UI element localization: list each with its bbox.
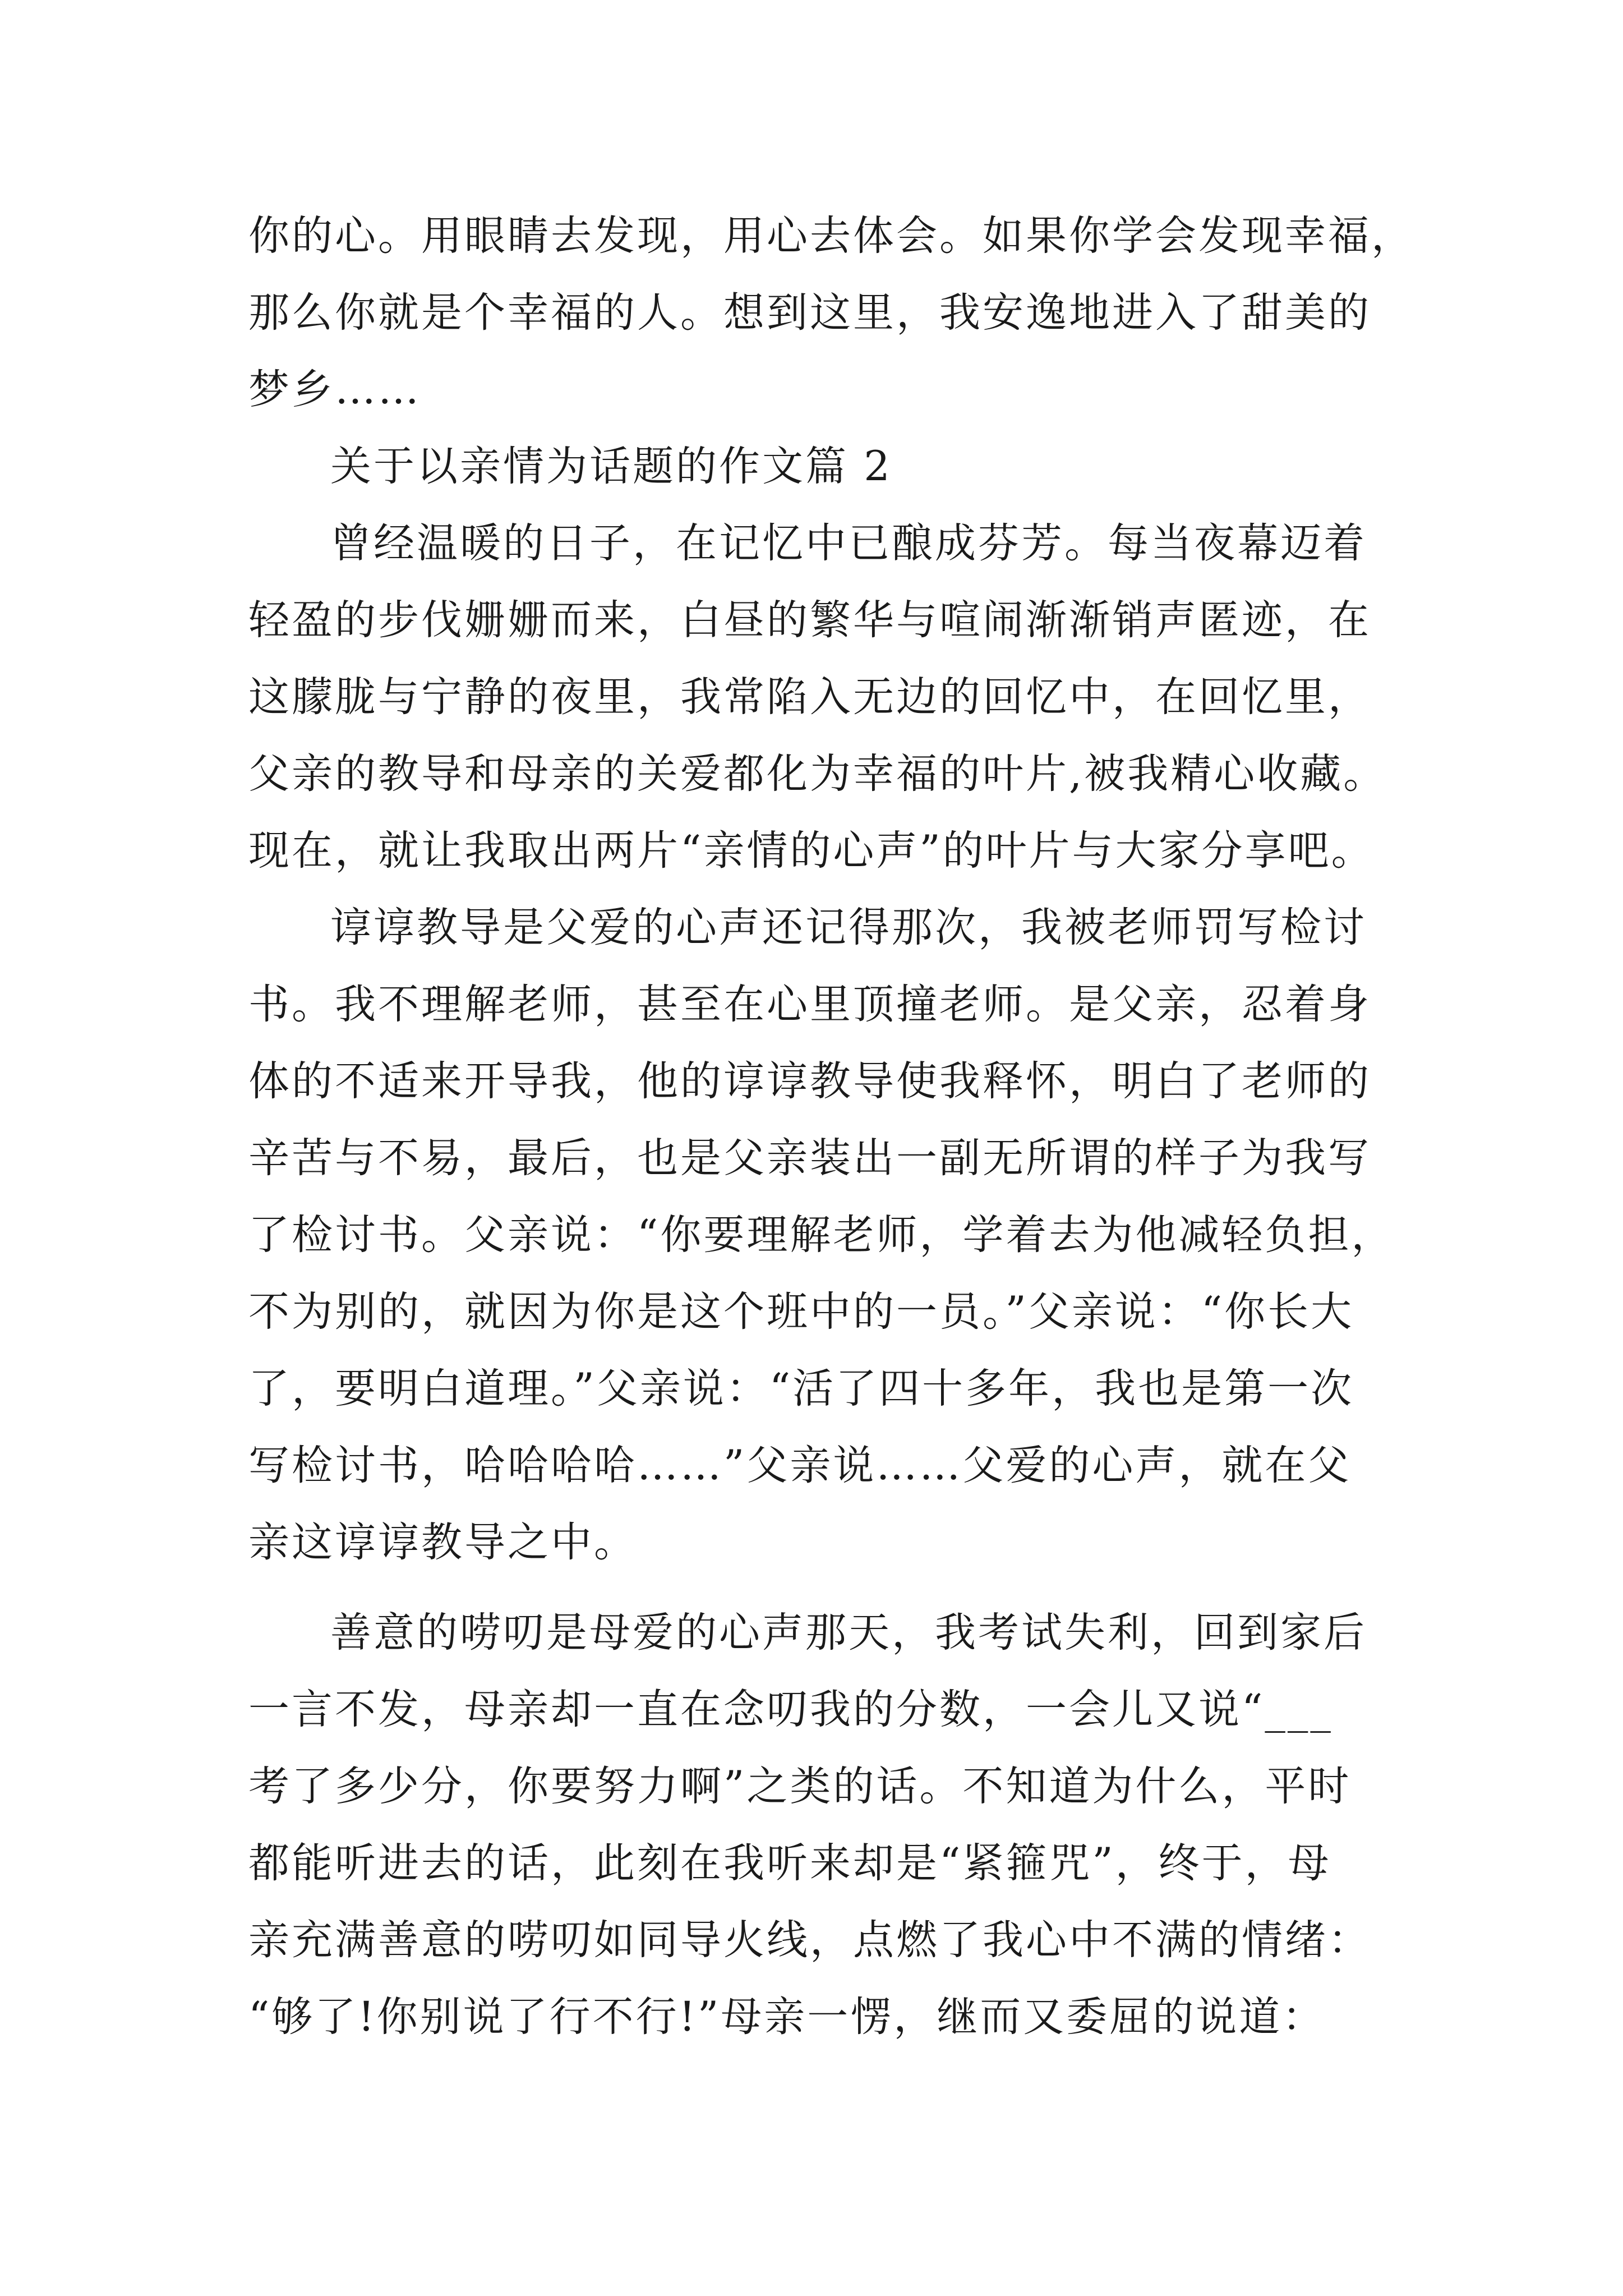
text-line: 都能听进去的话，此刻在我听来却是“紧箍咒”，终于，母 [248,1839,1331,1887]
text-line: 梦乡…… [248,366,421,413]
text-line: 考了多少分，你要努力啊”之类的话。不知道为什么，平时 [248,1763,1352,1810]
text-line: 辛苦与不易，最后，也是父亲装出一副无所谓的样子为我写 [248,1134,1371,1182]
text-line: 现在，就让我取出两片“亲情的心声”的叶片与大家分享吧。 [248,827,1375,875]
text-line: “够了!你别说了行不行!”母亲一愣，继而又委屈的说道： [248,1993,1326,2041]
text-line: 你的心。用眼睛去发现，用心去体会。如果你学会发现幸福， [248,212,1414,260]
text-line: 曾经温暖的日子，在记忆中已酿成芬芳。每当夜幕迈着 [330,519,1367,567]
text-line: 体的不适来开导我，他的谆谆教导使我释怀，明白了老师的 [248,1057,1371,1105]
text-line: 谆谆教导是父爱的心声还记得那次，我被老师罚写检讨 [330,904,1367,951]
text-line: 书。我不理解老师，甚至在心里顶撞老师。是父亲，忍着身 [248,981,1371,1028]
text-line: 了检讨书。父亲说：“你要理解老师，学着去为他减轻负担， [248,1211,1395,1259]
text-line: 父亲的教导和母亲的关爱都化为幸福的叶片,被我精心收藏。 [248,750,1387,798]
text-line: 了，要明白道理。”父亲说：“活了四十多年，我也是第一次 [248,1365,1354,1412]
text-line: 善意的唠叨是母爱的心声那天，我考试失利，回到家后 [330,1609,1367,1657]
section-title: 关于以亲情为话题的作文篇 2 [330,443,892,490]
text-line: 亲这谆谆教导之中。 [248,1519,637,1566]
paragraph-gap [248,1581,1390,1594]
text-line: 写检讨书，哈哈哈哈……”父亲说……父爱的心声，就在父 [248,1442,1352,1489]
text-line: 亲充满善意的唠叨如同导火线，点燃了我心中不满的情绪： [248,1916,1371,1964]
article-body [248,197,1414,2055]
text-line: 那么你就是个幸福的人。想到这里，我安逸地进入了甜美的 [248,289,1371,337]
text-line: 不为别的，就因为你是这个班中的一员。”父亲说：“你长大 [248,1288,1354,1336]
text-line: 一言不发，母亲却一直在念叨我的分数，一会儿又说“___ [248,1686,1333,1733]
text-line: 这朦胧与宁静的夜里，我常陷入无边的回忆中，在回忆里， [248,673,1371,721]
text-line: 轻盈的步伐姗姗而来，白昼的繁华与喧闹渐渐销声匿迹，在 [248,596,1371,644]
